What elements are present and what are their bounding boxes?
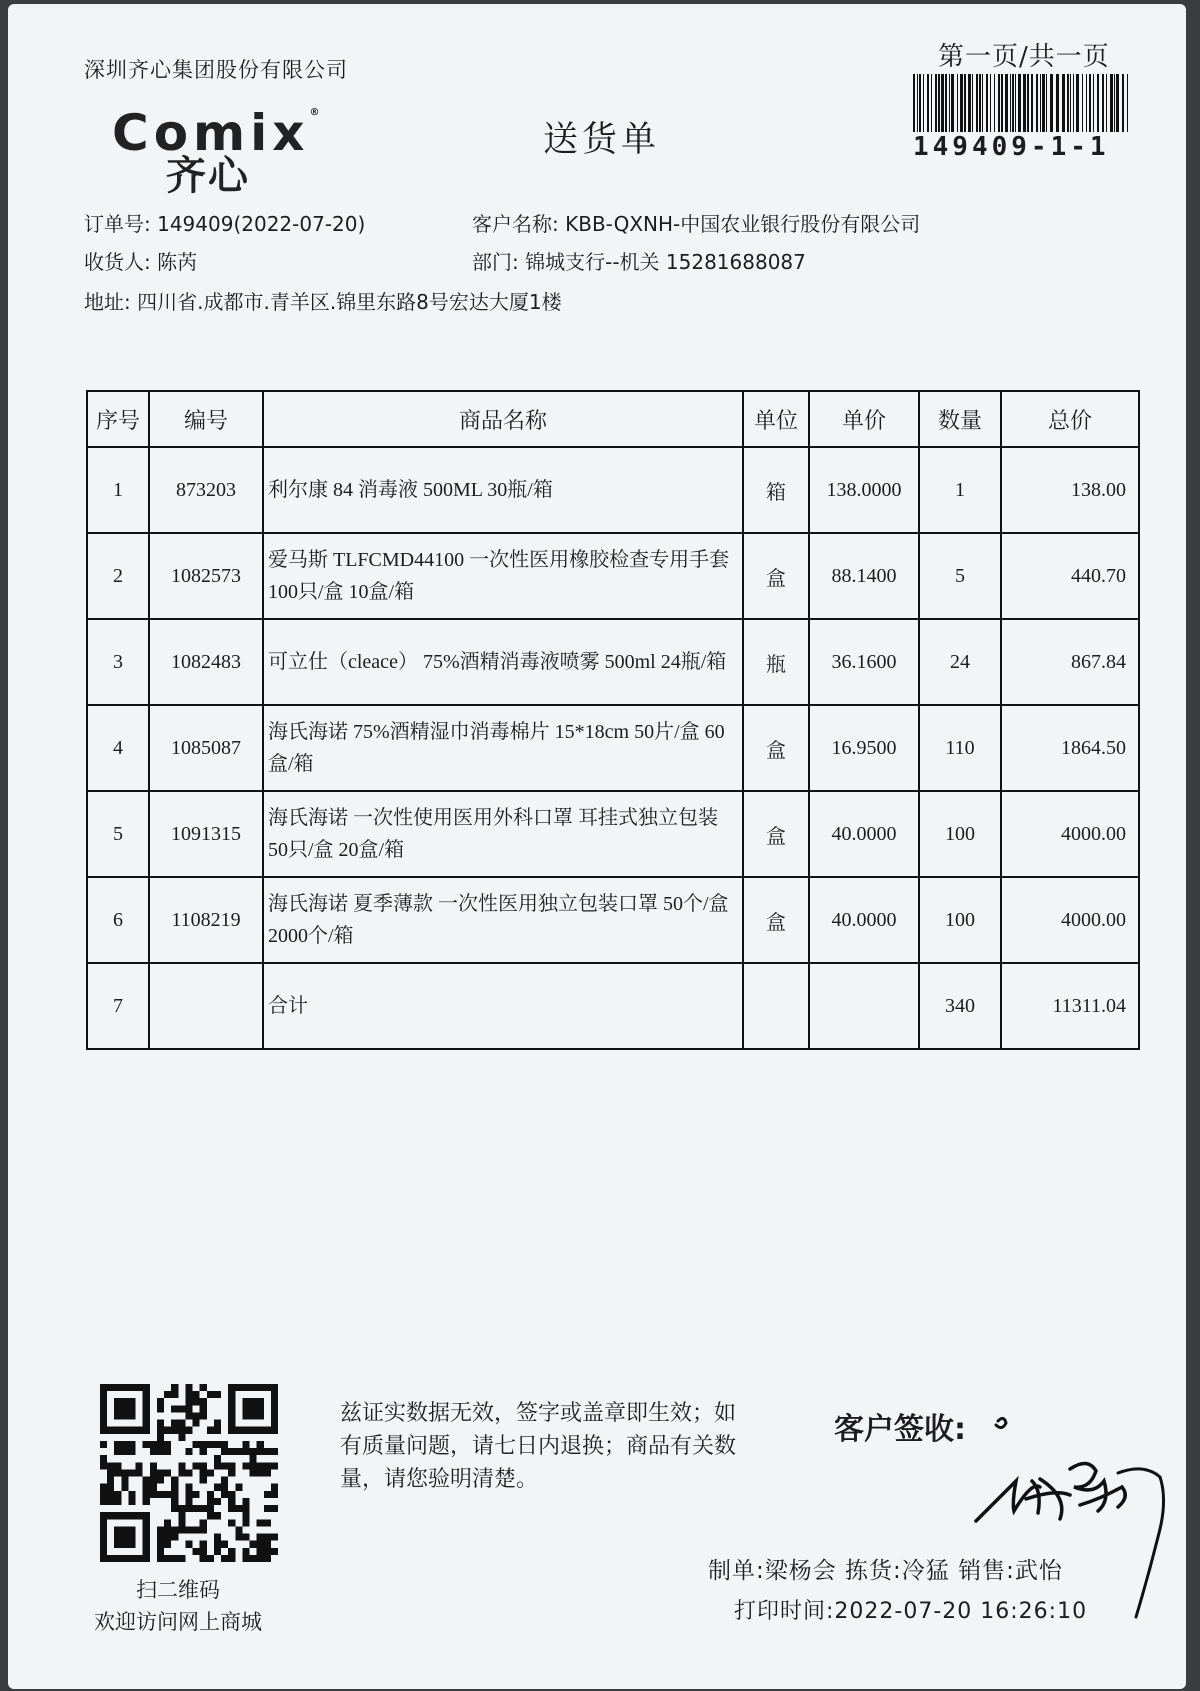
cell-code: 873203 — [149, 447, 263, 533]
address — [84, 286, 562, 315]
cell-name: 海氏海诺 75%酒精湿巾消毒棉片 15*18cm 50片/盒 60盒/箱 — [263, 705, 743, 791]
document-title: 送货单 — [543, 120, 661, 160]
cell-code — [149, 963, 263, 1049]
table-row — [87, 533, 1139, 619]
cell-grand-total: 11311.04 — [1001, 963, 1139, 1049]
cell-seq: 4 — [87, 705, 149, 791]
cell-total: 4000.00 — [1001, 877, 1139, 963]
cell-total: 440.70 — [1001, 533, 1139, 619]
header-seq: 序号 — [87, 391, 149, 447]
header-price: 单价 — [809, 391, 919, 447]
order-label: 订单号: — [84, 212, 151, 236]
customer-label: 客户名称: — [472, 212, 559, 236]
table-row-summary — [87, 963, 1139, 1049]
table-row — [87, 447, 1139, 533]
cell-qty-total: 340 — [919, 963, 1001, 1049]
cell-name: 可立仕（cleace） 75%酒精消毒液喷雾 500ml 24瓶/箱 — [263, 619, 743, 705]
header-qty: 数量 — [919, 391, 1001, 447]
receiver — [84, 246, 197, 275]
barcode-number: 149409-1-1 — [913, 132, 1110, 162]
customer-name — [472, 208, 920, 237]
cell-qty: 24 — [919, 619, 1001, 705]
cell-name-total-label: 合计 — [263, 963, 743, 1049]
cell-price: 88.1400 — [809, 533, 919, 619]
table-header-row — [87, 391, 1139, 447]
cell-code: 1082483 — [149, 619, 263, 705]
cell-qty: 100 — [919, 791, 1001, 877]
qr-code[interactable] — [100, 1384, 278, 1562]
address-value: 四川省.成都市.青羊区.锦里东路8号宏达大厦1楼 — [137, 290, 562, 314]
cell-code: 1091315 — [149, 791, 263, 877]
cell-unit: 箱 — [743, 447, 809, 533]
cell-total: 867.84 — [1001, 619, 1139, 705]
cell-unit: 盒 — [743, 533, 809, 619]
delivery-note-paper — [8, 4, 1186, 1689]
items-table — [86, 390, 1140, 1050]
qr-caption-mall: 欢迎访问网上商城 — [94, 1610, 262, 1634]
cell-seq: 3 — [87, 619, 149, 705]
cell-qty: 1 — [919, 447, 1001, 533]
cell-unit — [743, 963, 809, 1049]
cell-seq: 7 — [87, 963, 149, 1049]
cell-price: 16.9500 — [809, 705, 919, 791]
cell-name: 爱马斯 TLFCMD44100 一次性医用橡胶检查专用手套 100只/盒 10盒/箱 — [263, 533, 743, 619]
cell-seq: 1 — [87, 447, 149, 533]
cell-total: 138.00 — [1001, 447, 1139, 533]
page-indicator: 第一页/共一页 — [938, 42, 1110, 72]
department — [472, 246, 806, 275]
notice-text: 兹证实数据无效，签字或盖章即生效；如有质量问题，请七日内退换；商品有关数量，请您验明清楚。 — [340, 1401, 737, 1492]
handwritten-signature — [968, 1409, 1188, 1619]
cell-price: 36.1600 — [809, 619, 919, 705]
dept-label: 部门: — [472, 250, 519, 274]
dept-value: 锦城支行--机关 15281688087 — [525, 250, 806, 274]
cell-seq: 5 — [87, 791, 149, 877]
logo-en-text: Comix — [112, 104, 310, 162]
cell-total: 4000.00 — [1001, 791, 1139, 877]
address-label: 地址: — [84, 290, 131, 314]
cell-name: 海氏海诺 一次性使用医用外科口罩 耳挂式独立包装 50只/盒 20盒/箱 — [263, 791, 743, 877]
logo-cn-text: 齐心 — [166, 153, 250, 199]
order-number — [84, 208, 365, 237]
table-row — [87, 619, 1139, 705]
cell-seq: 6 — [87, 877, 149, 963]
cell-unit: 盒 — [743, 791, 809, 877]
cell-price: 40.0000 — [809, 877, 919, 963]
header-name: 商品名称 — [263, 391, 743, 447]
cell-qty: 100 — [919, 877, 1001, 963]
cell-name: 海氏海诺 夏季薄款 一次性医用独立包装口罩 50个/盒 2000个/箱 — [263, 877, 743, 963]
table-row — [87, 705, 1139, 791]
header-code: 编号 — [149, 391, 263, 447]
receiver-value: 陈芮 — [157, 250, 198, 274]
cell-price — [809, 963, 919, 1049]
cell-code: 1085087 — [149, 705, 263, 791]
staff-line: 制单:梁杨会 拣货:冷猛 销售:武怡 — [708, 1558, 1063, 1584]
customer-sign-label: 客户签收: — [834, 1412, 966, 1447]
cell-unit: 盒 — [743, 705, 809, 791]
table-row — [87, 791, 1139, 877]
cell-qty: 110 — [919, 705, 1001, 791]
cell-total: 1864.50 — [1001, 705, 1139, 791]
cell-code: 1082573 — [149, 533, 263, 619]
customer-value: KBB-QXNH-中国农业银行股份有限公司 — [565, 212, 921, 236]
company-name: 深圳齐心集团股份有限公司 — [84, 58, 348, 82]
cell-qty: 5 — [919, 533, 1001, 619]
qr-caption-scan: 扫二维码 — [136, 1578, 220, 1602]
comix-logo: Comix® — [112, 104, 320, 162]
table-row — [87, 877, 1139, 963]
cell-price: 40.0000 — [809, 791, 919, 877]
cell-unit: 盒 — [743, 877, 809, 963]
cell-price: 138.0000 — [809, 447, 919, 533]
order-value: 149409(2022-07-20) — [157, 212, 366, 236]
cell-unit: 瓶 — [743, 619, 809, 705]
barcode — [913, 74, 1131, 132]
header-unit: 单位 — [743, 391, 809, 447]
print-time: 打印时间:2022-07-20 16:26:10 — [734, 1599, 1088, 1624]
cell-seq: 2 — [87, 533, 149, 619]
cell-code: 1108219 — [149, 877, 263, 963]
receiver-label: 收货人: — [84, 250, 151, 274]
cell-name: 利尔康 84 消毒液 500ML 30瓶/箱 — [263, 447, 743, 533]
header-total: 总价 — [1001, 391, 1139, 447]
